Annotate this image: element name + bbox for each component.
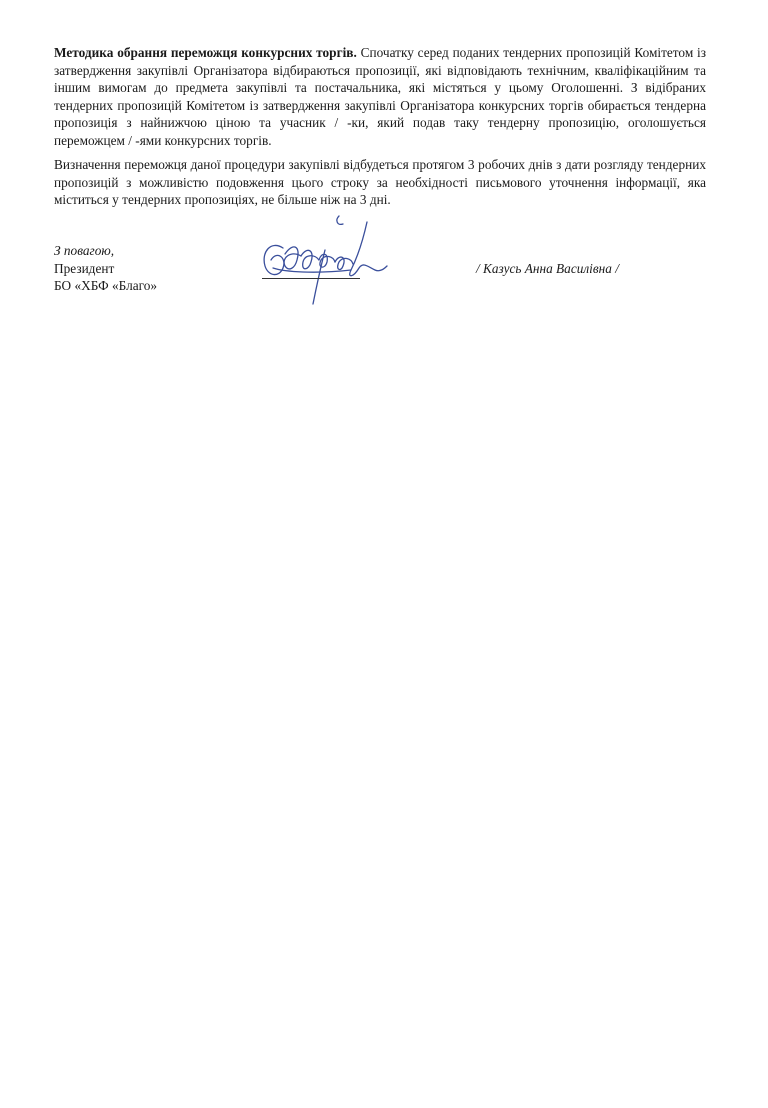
handwritten-signature xyxy=(255,210,390,310)
signature-line xyxy=(262,278,360,279)
signer-name: / Казусь Анна Василівна / xyxy=(476,261,619,276)
winner-selection-text: Спочатку серед поданих тендерних пропозицій Комітетом із затвердження закупівлі Організатора відбираються пропозиції, які відповідають технічним, кваліфікаційним та іншим вимогам до предмета закупівлі та постачальника, які містяться у цьому Оголошенні. З відібраних тендерних пропозицій Комітетом із затвердження закупівлі Організатора конкурсних торгів обирається тендерна пропозиція з найнижчою ціною та учасник / -ки, який подав таку тендерну пропозицію, оголошується переможцем / -ями конкурсних торгів. xyxy=(54,45,706,148)
winner-selection-paragraph xyxy=(54,44,706,149)
closing-greeting: З повагою, xyxy=(54,243,115,258)
winner-determination-paragraph: Визначення переможця даної процедури закупівлі відбудеться протягом 3 робочих днів з дати розгляду тендерних пропозицій з можливістю подовження цього строку за необхідності письмового уточнення інформації, яка міститься у тендерних пропозиціях, не більше ніж на 3 дні. xyxy=(54,157,706,207)
winner-selection-heading: Методика обрання переможця конкурсних торгів. xyxy=(54,45,357,60)
closing-block xyxy=(54,242,254,295)
organization-name: БО «ХБФ «Благо» xyxy=(54,278,158,293)
signer-title: Президент xyxy=(54,260,115,276)
